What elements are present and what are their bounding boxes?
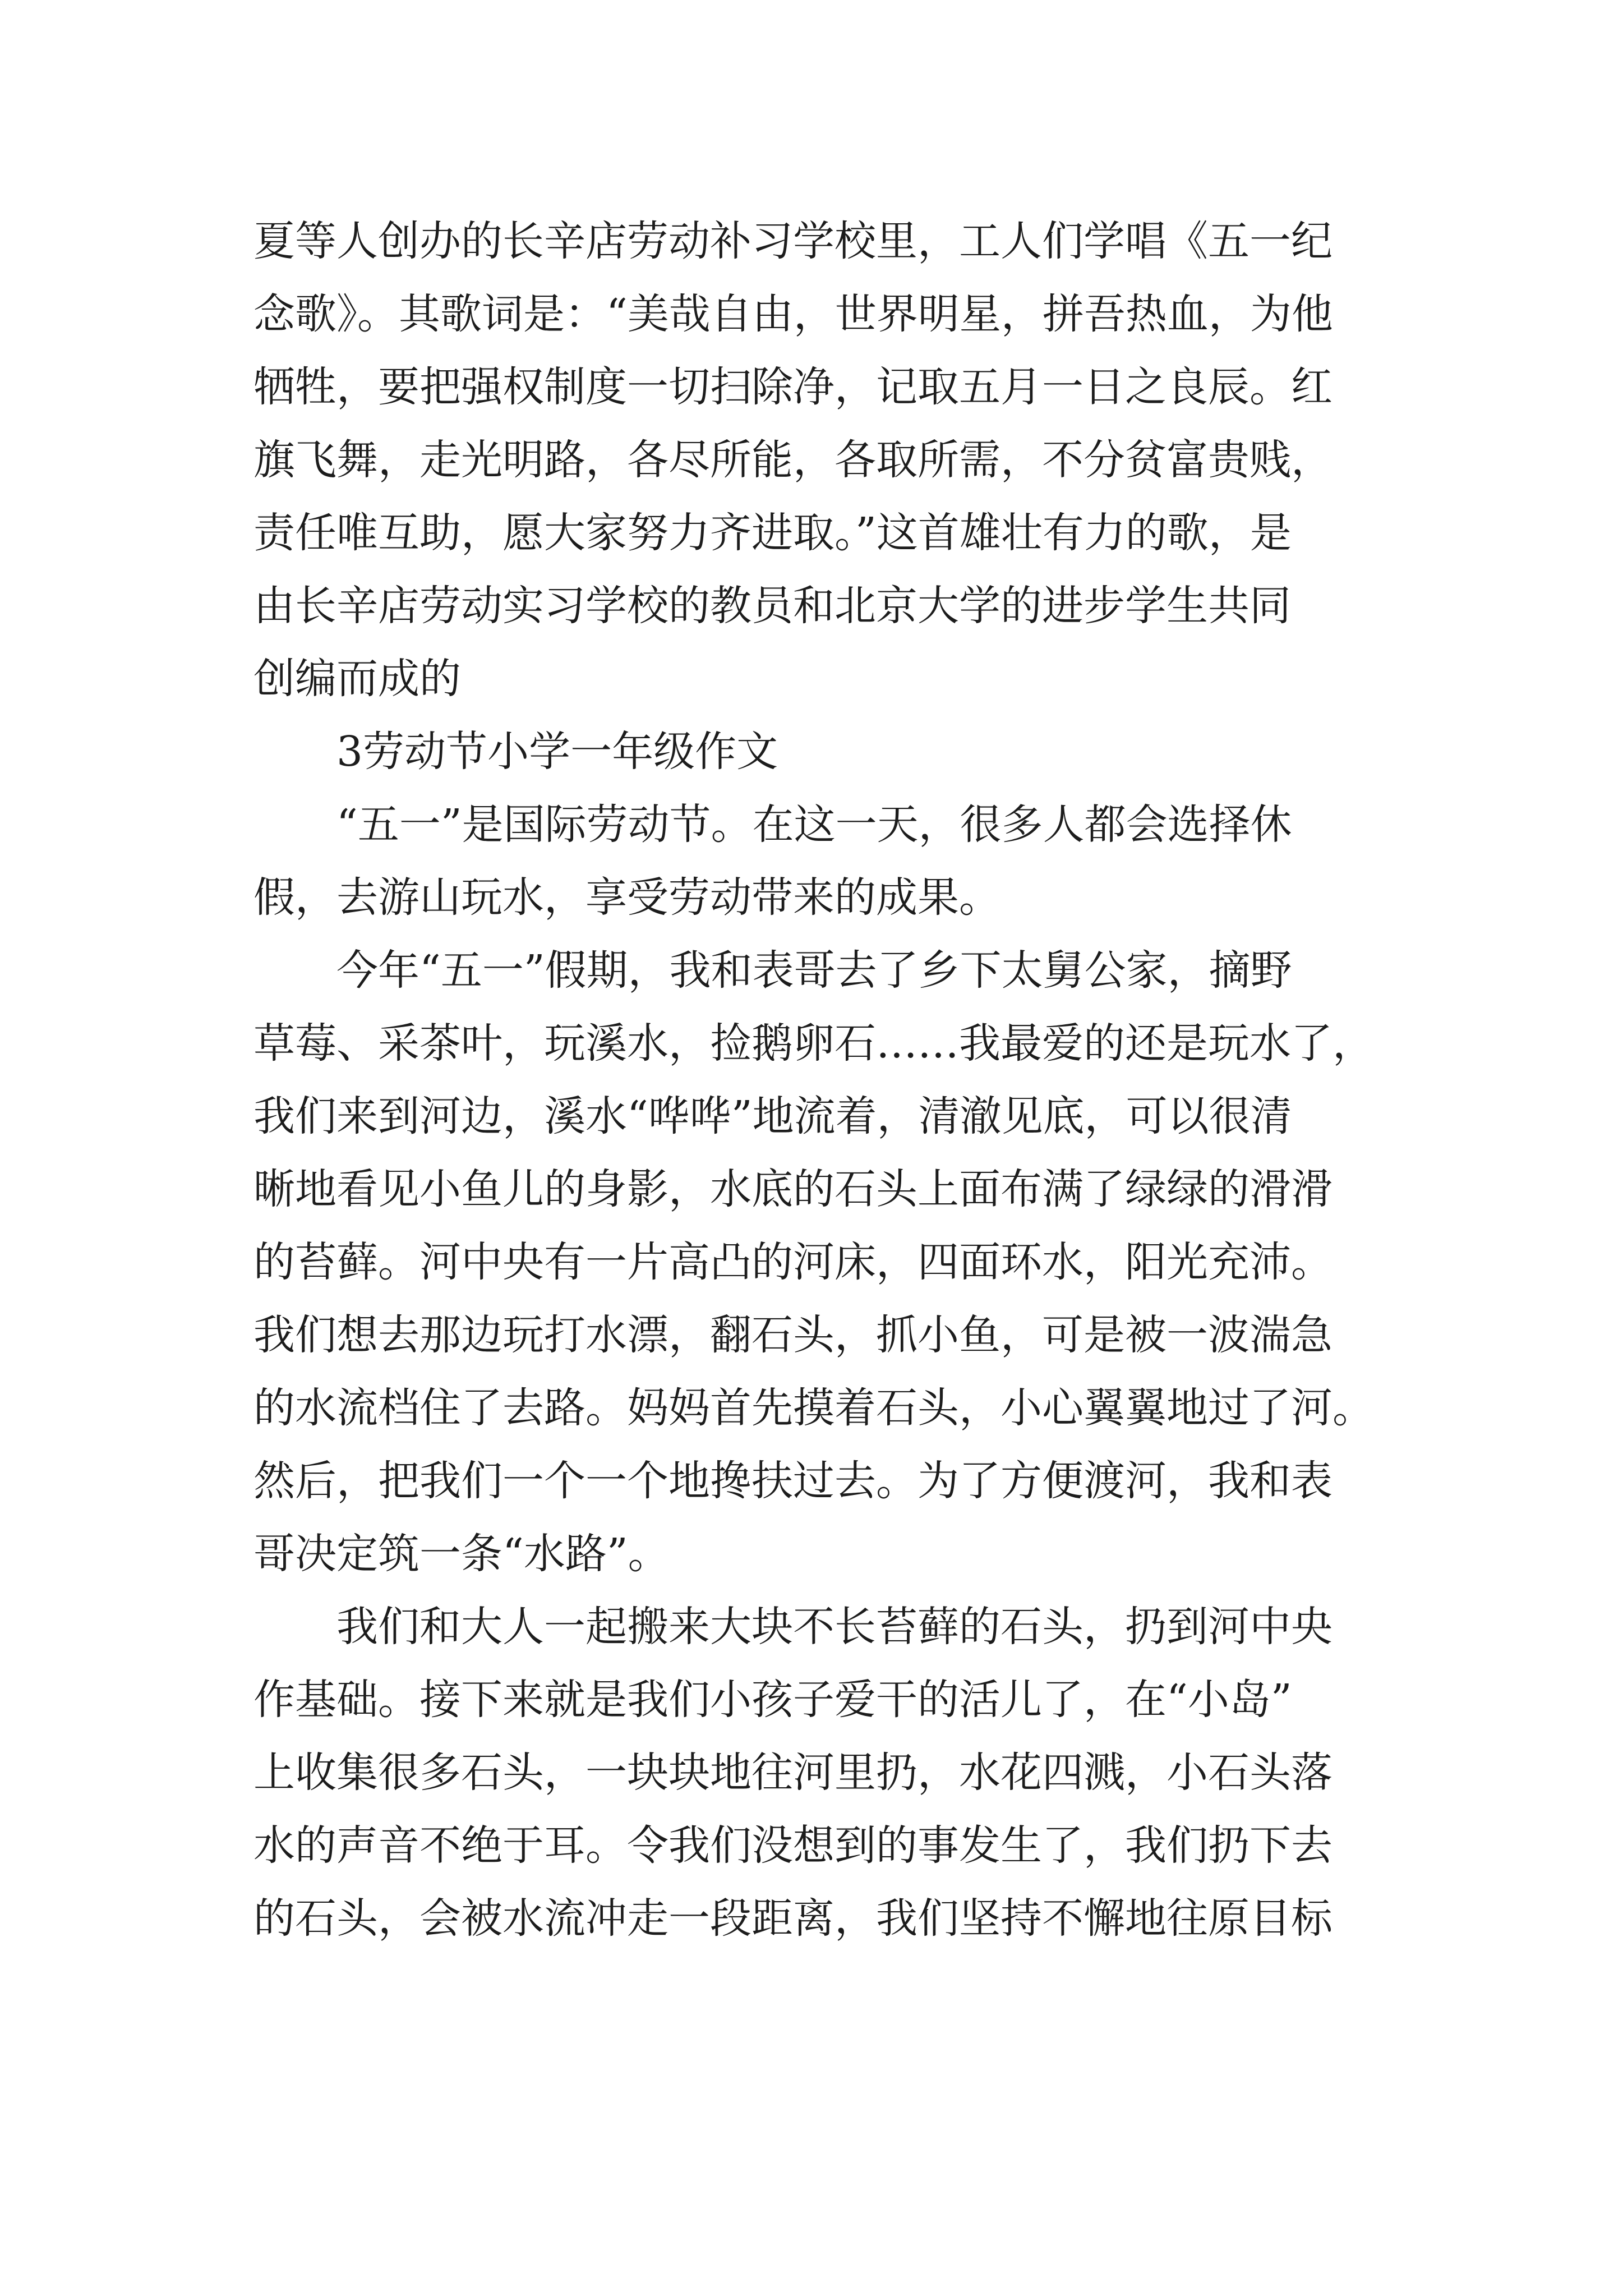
paragraph-line: 念歌》。其歌词是：“美哉自由，世界明星，拼吾热血，为他: [253, 290, 1333, 338]
document-body: [253, 205, 1390, 1955]
paragraph-line: 由长辛店劳动实习学校的教员和北京大学的进步学生共同: [253, 582, 1291, 630]
paragraph-line: 作基础。接下来就是我们小孩子爱干的活儿了，在“小岛”: [253, 1676, 1292, 1724]
paragraph-line: 的苔藓。河中央有一片高凸的河床，四面环水，阳光充沛。: [253, 1238, 1332, 1286]
paragraph-line: 水的声音不绝于耳。令我们没想到的事发生了，我们扔下去: [253, 1821, 1332, 1870]
paragraph-2: [253, 788, 1390, 934]
section-heading: 3劳动节小学一年级作文: [336, 728, 778, 776]
paragraph-line: 草莓、采茶叶，玩溪水，捡鹅卵石……我最爱的还是玩水了，: [253, 1019, 1374, 1068]
paragraph-line: 我们来到河边，溪水“哗哗”地流着，清澈见底，可以很清: [253, 1092, 1292, 1140]
paragraph-line: 我们想去那边玩打水漂，翻石头，抓小鱼，可是被一波湍急: [253, 1311, 1332, 1359]
paragraph-3: [253, 934, 1390, 1590]
paragraph-line: 我们和大人一起搬来大块不长苔藓的石头，扔到河中央: [336, 1603, 1332, 1651]
paragraph-line: 哥决定筑一条“水路”。: [253, 1530, 670, 1578]
paragraph-line: 上收集很多石头，一块块地往河里扔，水花四溅，小石头落: [253, 1749, 1332, 1797]
paragraph-line: 牺牲，要把强权制度一切扫除净，记取五月一日之良辰。红: [253, 363, 1332, 411]
paragraph-line: 责任唯互助，愿大家努力齐进取。”这首雄壮有力的歌，是: [253, 509, 1292, 557]
paragraph-line: 然后，把我们一个一个地搀扶过去。为了方便渡河，我和表: [253, 1457, 1332, 1505]
paragraph-4: [253, 1590, 1390, 1955]
paragraph-line: 晰地看见小鱼儿的身影，水底的石头上面布满了绿绿的滑滑: [253, 1165, 1332, 1213]
paragraph-line: 旗飞舞，走光明路，各尽所能，各取所需，不分贫富贵贱，: [253, 436, 1332, 484]
paragraph-1: [253, 205, 1390, 715]
paragraph-line: 夏等人创办的长辛店劳动补习学校里，工人们学唱《五一纪: [253, 217, 1332, 265]
paragraph-line: 的石头，会被水流冲走一段距离，我们坚持不懈地往原目标: [253, 1894, 1332, 1943]
paragraph-line: 的水流档住了去路。妈妈首先摸着石头，小心翼翼地过了河。: [253, 1384, 1374, 1432]
paragraph-line: 今年“五一”假期，我和表哥去了乡下太舅公家，摘野: [336, 946, 1292, 995]
paragraph-line: 创编而成的: [253, 655, 461, 703]
paragraph-line: “五一”是国际劳动节。在这一天，很多人都会选择休: [336, 800, 1292, 849]
paragraph-line: 假，去游山玩水，享受劳动带来的成果。: [253, 873, 1000, 922]
